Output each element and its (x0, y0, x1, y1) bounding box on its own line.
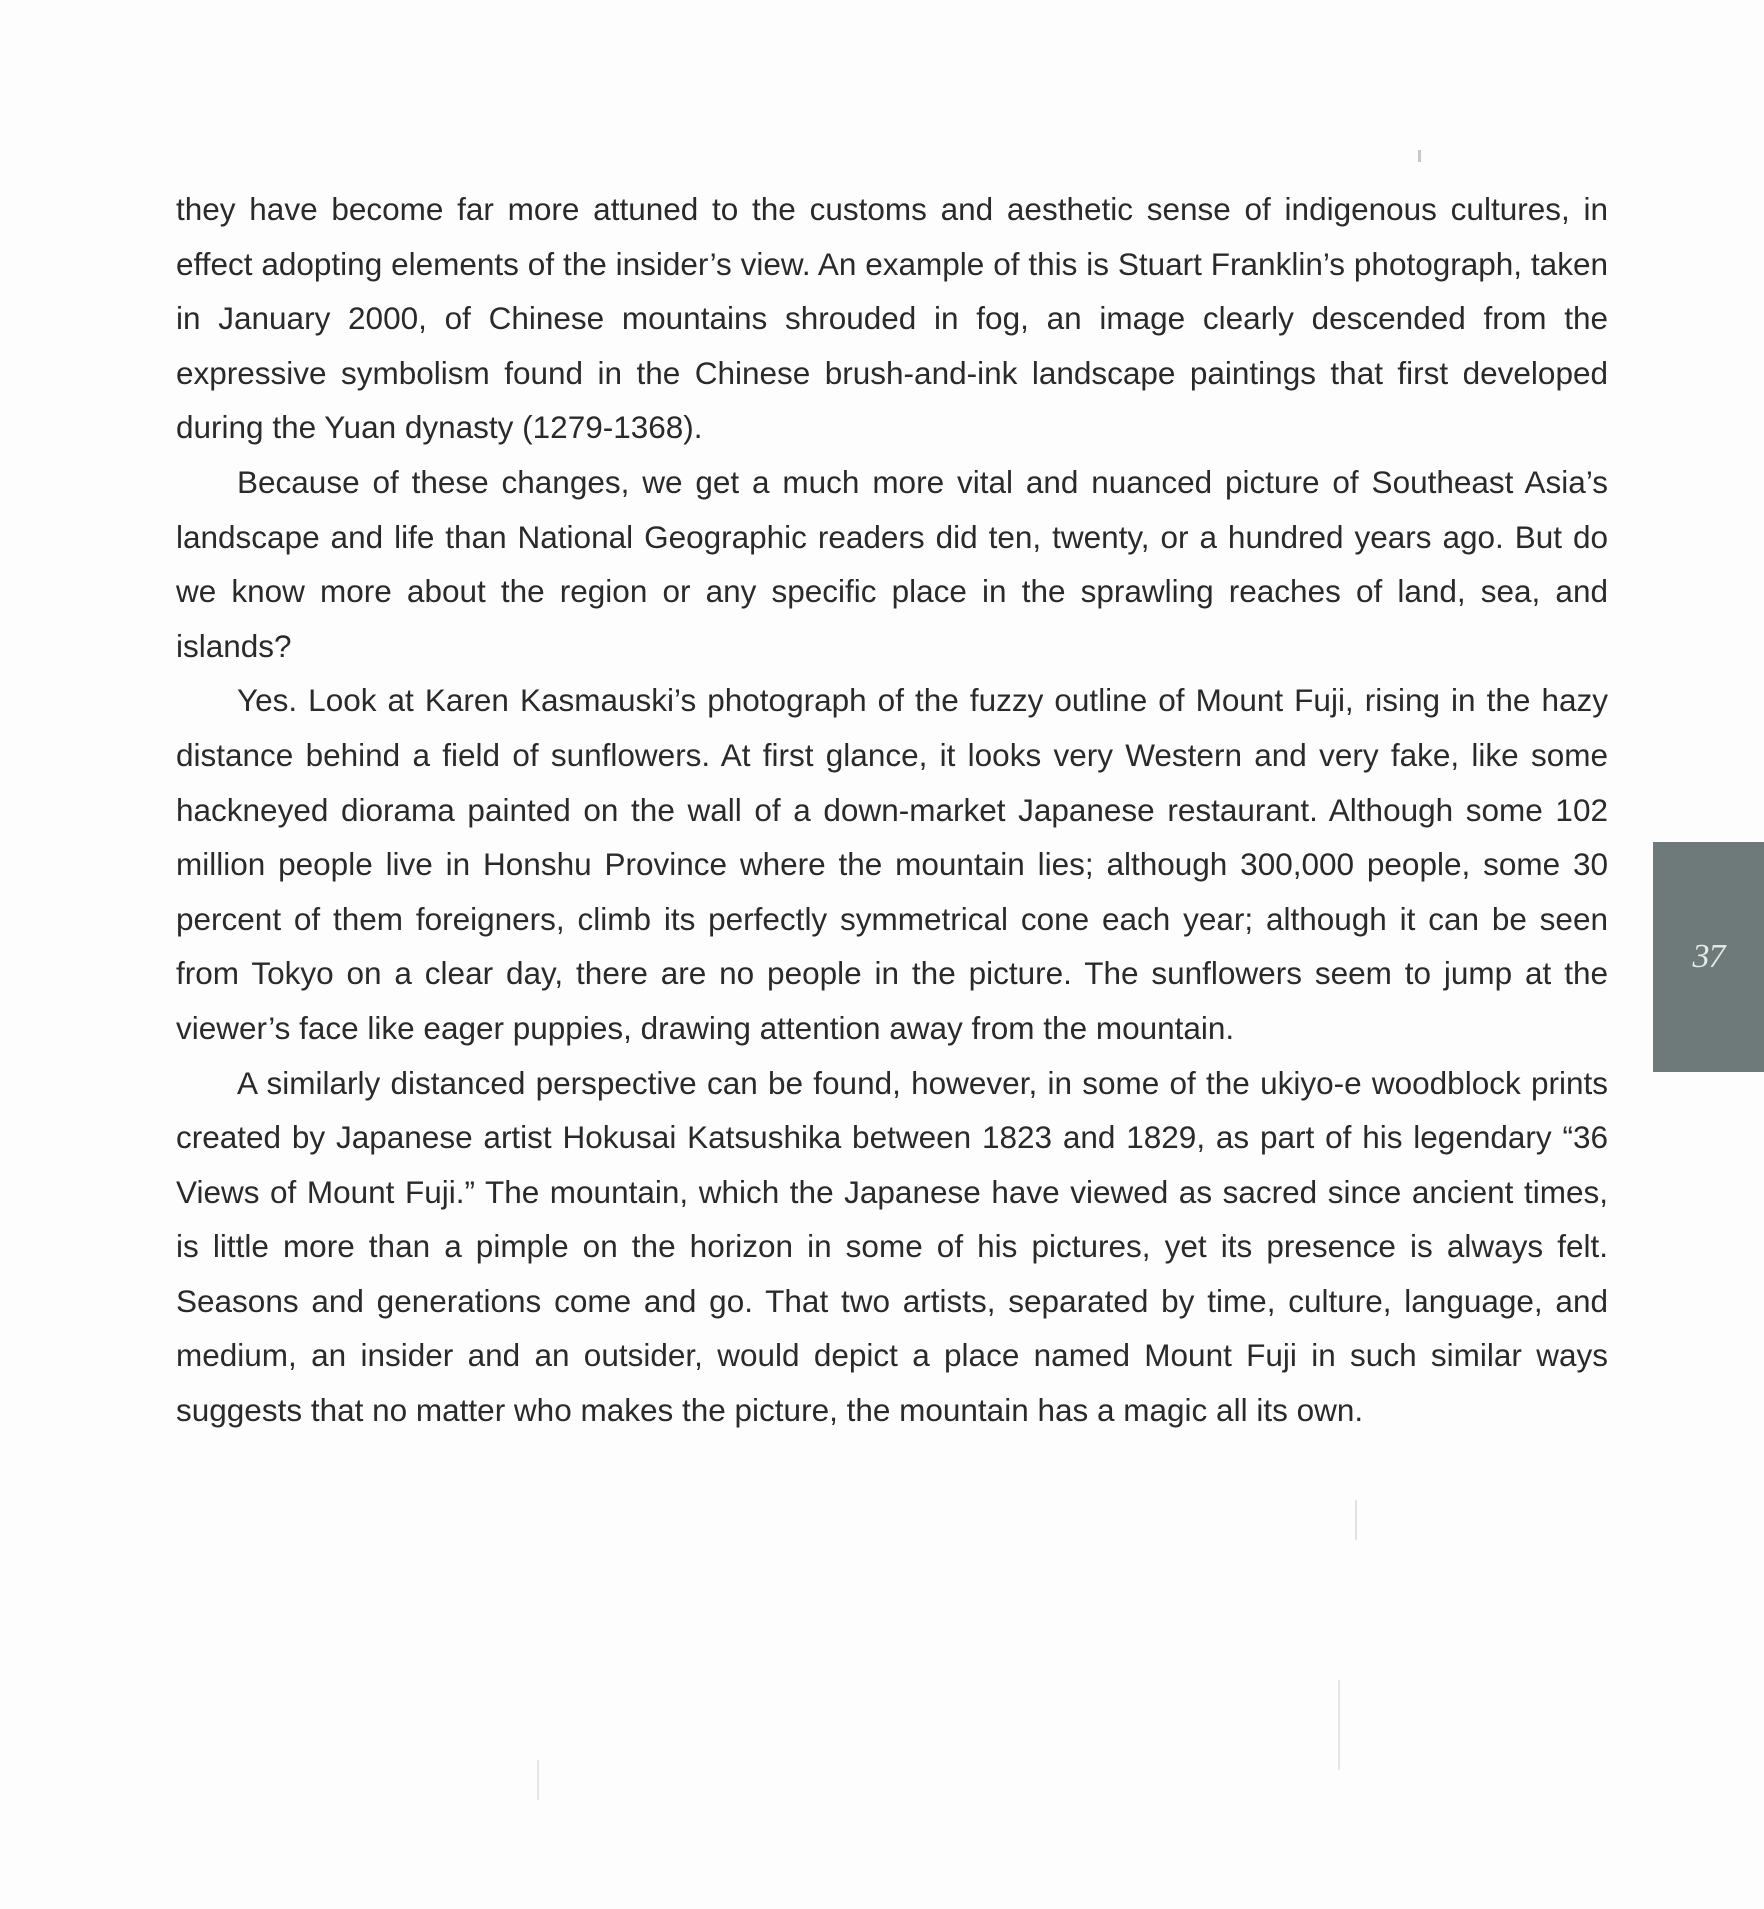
body-text (176, 182, 1608, 1438)
scan-artifact (537, 1760, 539, 1800)
paragraph: Yes. Look at Karen Kasmauski’s photograph of the fuzzy outline of Mount Fuji, rising in the hazy distance behind a field of sunflowers. At first glance, it looks very Western and very fake, like some hackneyed diorama painted on the wall of a down-market Japanese restaurant. Although some 102 million people live in Honshu Province where the mountain lies; although 300,000 people, some 30 percent of them foreigners, climb its perfectly symmetrical cone each year; although it can be seen from Tokyo on a clear day, there are no people in the picture. The sunflowers seem to jump at the viewer’s face like eager puppies, drawing attention away from the mountain. (176, 682, 1608, 1046)
scan-artifact (1355, 1500, 1357, 1540)
paragraph: A similarly distanced perspective can be found, however, in some of the ukiyo-e woodblock prints created by Japanese artist Hokusai Katsushika between 1823 and 1829, as part of his legendary “36 Views of Mount Fuji.” The mountain, which the Japanese have viewed as sacred since ancient times, is little more than a pimple on the horizon in some of his pictures, yet its presence is always felt. Seasons and generations come and go. That two artists, separated by time, culture, language, and medium, an insider and an outsider, would depict a place named Mount Fuji in such similar ways suggests that no matter who makes the picture, the mountain has a magic all its own. (176, 1064, 1608, 1429)
scan-artifact (1338, 1680, 1340, 1770)
paragraph: Because of these changes, we get a much more vital and nuanced picture of Southeast Asia’s landscape and life than National Geographic readers did ten, twenty, or a hundred years ago. But do we know more about the region or any specific place in the sprawling reaches of land, sea, and islands? (176, 463, 1608, 664)
page-number: 37 (1692, 938, 1725, 975)
paragraph: they have become far more attuned to the customs and aesthetic sense of indigenous cultures, in effect adopting elements of the insider’s view. An example of this is Stuart Franklin’s photograph, taken in January 2000, of Chinese mountains shrouded in fog, an image clearly descended from the expressive symbolism found in the Chinese brush-and-ink landscape paintings that first developed during the Yuan dynasty (1279-1368). (176, 191, 1608, 446)
page-number-tab (1653, 842, 1764, 1072)
scan-artifact (1418, 150, 1421, 162)
